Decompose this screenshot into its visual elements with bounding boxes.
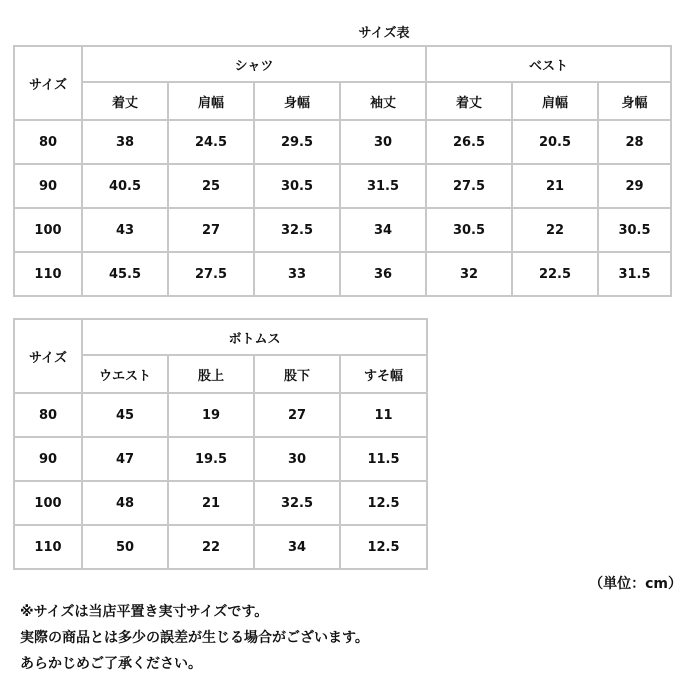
size-header: サイズ	[14, 46, 82, 120]
value-cell: 27.5	[168, 252, 254, 296]
value-cell: 45.5	[82, 252, 168, 296]
column-header: 肩幅	[168, 82, 254, 120]
column-header: 股上	[168, 355, 254, 393]
value-cell: 11	[340, 393, 427, 437]
value-cell: 45	[82, 393, 168, 437]
group-header-vest: ベスト	[426, 46, 671, 82]
value-cell: 40.5	[82, 164, 168, 208]
value-cell: 34	[254, 525, 340, 569]
table-row	[14, 164, 671, 208]
value-cell: 25	[168, 164, 254, 208]
note-line: あらかじめご了承ください。	[20, 656, 202, 672]
size-cell: 100	[14, 481, 82, 525]
value-cell: 30.5	[254, 164, 340, 208]
size-cell: 110	[14, 525, 82, 569]
tops-size-table	[13, 45, 672, 297]
table-row	[14, 393, 427, 437]
value-cell: 12.5	[340, 525, 427, 569]
value-cell: 21	[512, 164, 598, 208]
value-cell: 21	[168, 481, 254, 525]
value-cell: 22	[512, 208, 598, 252]
value-cell: 33	[254, 252, 340, 296]
notes	[20, 599, 369, 677]
page-title: サイズ表	[358, 26, 410, 41]
value-cell: 29.5	[254, 120, 340, 164]
value-cell: 19.5	[168, 437, 254, 481]
table-row	[14, 208, 671, 252]
column-header: ウエスト	[82, 355, 168, 393]
value-cell: 50	[82, 525, 168, 569]
value-cell: 32.5	[254, 208, 340, 252]
table-row	[14, 120, 671, 164]
value-cell: 22	[168, 525, 254, 569]
note-line: 実際の商品とは多少の誤差が生じる場合がございます。	[20, 630, 369, 646]
group-header-shirt: シャツ	[82, 46, 426, 82]
size-cell: 90	[14, 164, 82, 208]
table-row	[14, 252, 671, 296]
value-cell: 32.5	[254, 481, 340, 525]
value-cell: 36	[340, 252, 426, 296]
group-header-bottoms: ボトムス	[82, 319, 427, 355]
value-cell: 28	[598, 120, 671, 164]
column-header: 身幅	[598, 82, 671, 120]
value-cell: 30.5	[598, 208, 671, 252]
column-header: 身幅	[254, 82, 340, 120]
value-cell: 22.5	[512, 252, 598, 296]
value-cell: 32	[426, 252, 512, 296]
bottoms-size-table	[13, 318, 428, 570]
value-cell: 31.5	[598, 252, 671, 296]
value-cell: 19	[168, 393, 254, 437]
value-cell: 30	[254, 437, 340, 481]
size-cell: 110	[14, 252, 82, 296]
column-header: すそ幅	[340, 355, 427, 393]
size-cell: 90	[14, 437, 82, 481]
value-cell: 26.5	[426, 120, 512, 164]
value-cell: 27	[254, 393, 340, 437]
value-cell: 24.5	[168, 120, 254, 164]
value-cell: 27	[168, 208, 254, 252]
size-header: サイズ	[14, 319, 82, 393]
size-cell: 80	[14, 393, 82, 437]
value-cell: 47	[82, 437, 168, 481]
size-cell: 100	[14, 208, 82, 252]
column-header: 股下	[254, 355, 340, 393]
table-row	[14, 481, 427, 525]
size-cell: 80	[14, 120, 82, 164]
column-header: 着丈	[426, 82, 512, 120]
value-cell: 34	[340, 208, 426, 252]
value-cell: 11.5	[340, 437, 427, 481]
table-row	[14, 525, 427, 569]
value-cell: 48	[82, 481, 168, 525]
note-line: ※サイズは当店平置き実寸サイズです。	[20, 604, 269, 620]
value-cell: 12.5	[340, 481, 427, 525]
value-cell: 30	[340, 120, 426, 164]
unit-label: （単位：cm）	[589, 576, 682, 592]
column-header: 着丈	[82, 82, 168, 120]
value-cell: 38	[82, 120, 168, 164]
value-cell: 31.5	[340, 164, 426, 208]
value-cell: 30.5	[426, 208, 512, 252]
value-cell: 29	[598, 164, 671, 208]
value-cell: 43	[82, 208, 168, 252]
column-header: 肩幅	[512, 82, 598, 120]
value-cell: 27.5	[426, 164, 512, 208]
table-row	[14, 437, 427, 481]
column-header: 袖丈	[340, 82, 426, 120]
value-cell: 20.5	[512, 120, 598, 164]
